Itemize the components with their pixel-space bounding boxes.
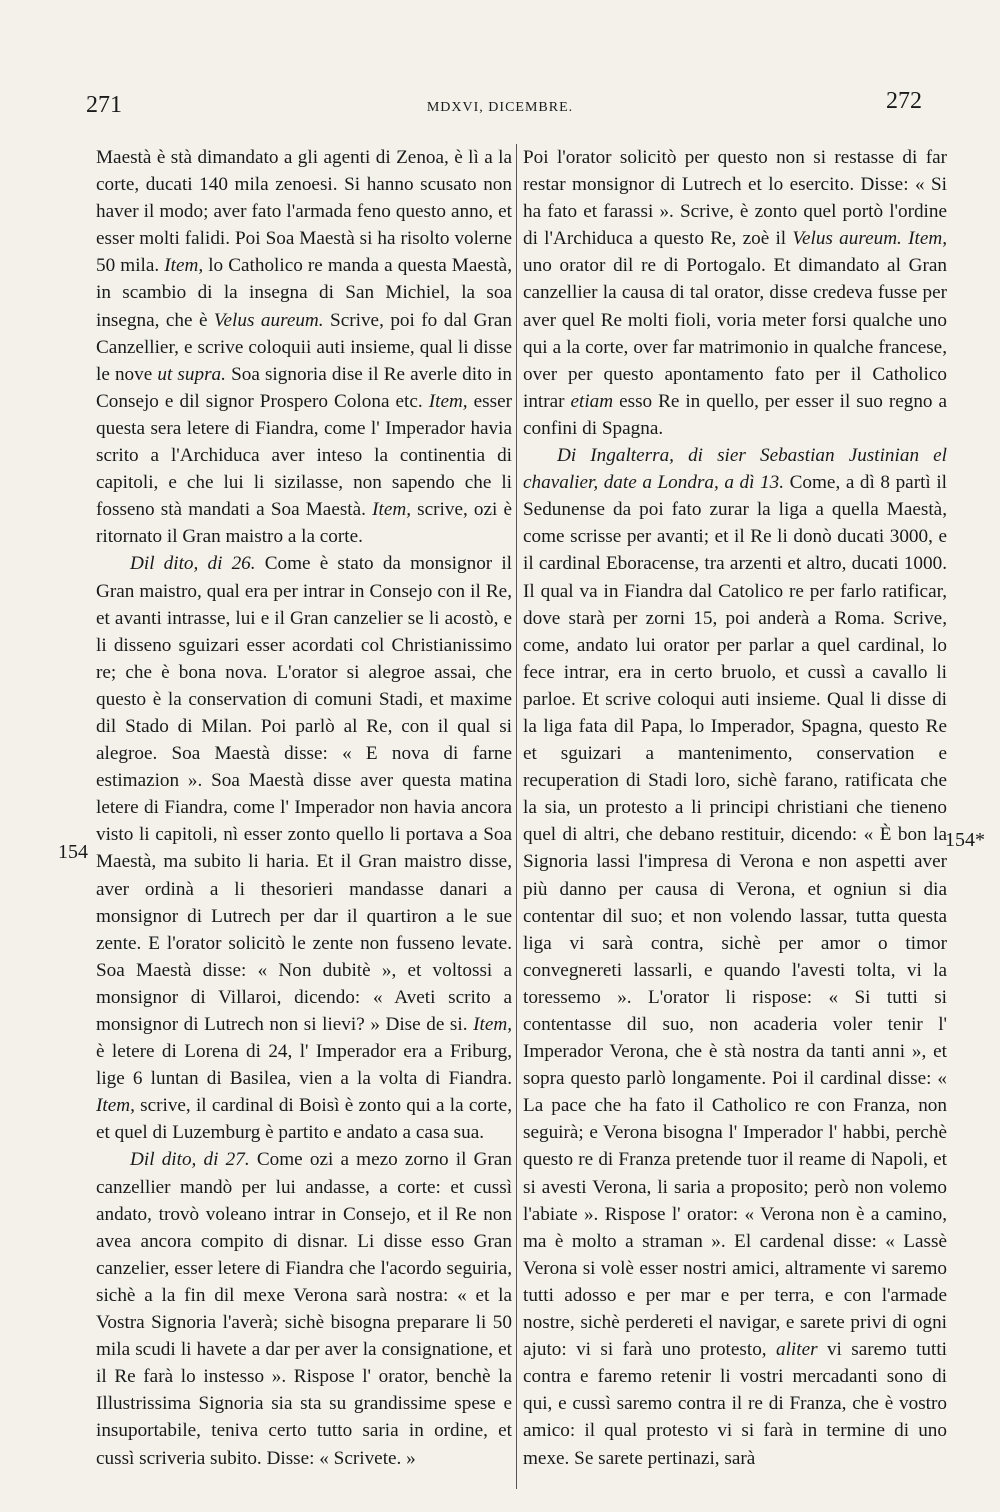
italic-heading: Dil dito, di 27. — [130, 1149, 250, 1171]
text: scrive, il cardinal di Boisì è zonto qui a la corte, et quel di Luzemburg è partito e andato a casa sua. — [96, 1095, 512, 1144]
running-title: MDXVI, DICEMBRE. — [426, 100, 574, 115]
right-column — [523, 144, 947, 1472]
paragraph — [523, 144, 947, 442]
paragraph — [96, 1146, 512, 1471]
margin-reference-right: 154* — [945, 829, 985, 851]
text: Maestà è stà dimandato a gli agenti di Zenoa, è lì a la corte, ducati 140 mila zenoesi. Si hanno scusato non haver il modo; aver fato l'armada feno questo anno, et esser molti falidi. Poi Soa Maestà si ha risolto volerne 50 mila. — [96, 147, 512, 277]
page-header — [0, 88, 1000, 132]
italic-heading: Di Ingalterra, di sier Sebastian Justinian el chavalier, date a Londra, a dì 13. — [523, 445, 947, 494]
page-number-right: 272 — [886, 88, 922, 114]
italic-text: Item, — [164, 255, 204, 277]
page-number-left: 271 — [86, 92, 122, 118]
italic-text: Item, — [372, 499, 411, 521]
italic-text: Item, — [96, 1095, 135, 1117]
text: è letere di Lorena di 24, l' Imperador era a Friburg, lige 6 luntan di Basilea, vien a la volta di Fiandra. — [96, 1041, 512, 1090]
italic-text: aliter — [775, 1339, 818, 1361]
italic-text: Velus aureum. — [213, 309, 324, 331]
paragraph — [96, 550, 512, 1146]
text: Scrive, poi fo dal Gran Canzellier, e scrive coloquii auti insieme, qual li disse le nove — [96, 309, 512, 385]
text: Poi l'orator solicitò per questo non si restasse di far restar monsignor di Lutrech et lo esercito. Disse: « Si ha fato et farassi ». Scrive, è zonto quel portò l'ordine di l'Archiduca a questo Re, zoè il — [523, 147, 947, 250]
left-column — [96, 144, 512, 1472]
italic-text: ut supra. — [157, 363, 226, 385]
paragraph — [96, 144, 512, 550]
margin-reference-left: 154 — [58, 841, 88, 863]
column-divider — [516, 144, 517, 1489]
text: Come è stato da monsignor il Gran maistro, qual era per intrar in Consejo con il Re, et avanti intrasse, lui e il Gran canzelier se li acostò, e li disseno sguizari esser acordati col Christianissimo re; che è bona nova. L'orator si alegroe assai, che questo è la conservation di comuni Stadi, et maxime dil Stado di Milan. Poi parlò al Re, con il qual si alegroe. Soa Maestà disse: « E nova di farne estimazion ». Soa Maestà disse aver questa matina letere di Fiandra, come l' Imperador non havia ancora visto li capitoli, nì esser zonto quello li portava a Soa Maestà, ma subito li haria. Et il Gran maistro disse, aver ordinà a li thesorieri mandasse danari a monsignor di Lutrech per dar il quartiron a le sue zente. E l'orator solicitò le zente non fusseno levate. Soa Maestà disse: « Non dubitè », et voltossi a monsignor di Villaroi, dicendo: « Aveti scrito a monsignor di Lutrech non si lievi? » Dise de si. — [96, 553, 512, 1035]
text: uno orator dil re di Portogalo. Et dimandato al Gran canzellier la causa di tal orator, disse credeva fusse per aver quel Re molti fioli, voria meter forsi qualche uno qui a la corte, over far matrimonio in qualche francese, over per questo apontamento fato per il Catholico intrar — [523, 255, 947, 412]
text: scrive, ozi è ritornato il Gran maistro a la corte. — [96, 499, 512, 548]
italic-text: Item, — [428, 390, 468, 412]
text: Come, a dì 8 partì il Sedunense da poi fato zurar la liga a quella Maestà, come scrisse per avanti; et il Re li donò ducati 3000, e il cardinal Eboracense, tra arzenti et altro, ducati 1000. Il qual va in Fiandra dal Catolico re per farlo ratificar, dove starà per zorni 15, poi anderà a Roma. Scrive, come, andato lui orator per parlar a quel cardinal, lo fece intrar, era in certo bruolo, et cussì a cavallo li parloe. Et scrive coloqui auti insieme. Qual li disse di la liga fata dil Papa, lo Imperador, Spagna, questo Re et sguizari a mantenimento, conservation e recuperation di Stadi loro, sichè farano, ratificata che la sia, un protesto a li principi christiani che tieneno quel di altri, che debano restituir, dicendo: « È bon la Signoria lassi l'impresa di Verona e non aspetti aver più danno per causa di Verona, et ogniun si dia contentar dil suo; et non volendo lassar, tutta questa liga vi sarà contra, sichè per amor o timor convegnereti lassarli, e quando l'avesti tolta, vi la toressemo ». L'orator li rispose: « Si tutti si contentasse dil suo, non acaderia voler tenir l' Imperador Verona, che è stà nostra da tanti anni », et sopra questo parlò longamente. Poi il cardinal disse: « La pace che ha fato il Catholico re con Franza, non seguirà; e Verona bisogna l' Imperador l' habbi, perchè questo re di Franza pretende tuor il reame di Napoli, et si avesti Verona, li saria a proposito; però non volemo l'abiate ». Rispose l' orator: « Verona non è a camino, ma è molto a straman ». El cardenal disse: « Lassè Verona si volè esser nostri amici, altramente vi saremo tutti adosso e per mar e per terra, e con l'armade nostre, sichè perdereti el navigar, e sarete privi di ogni ajuto: vi si farà uno protesto, — [523, 472, 947, 1361]
italic-heading: Dil dito, di 26. — [130, 553, 256, 575]
italic-text: Velus aureum. — [792, 228, 902, 250]
italic-text: Item, — [908, 228, 947, 250]
italic-text: Item, — [473, 1014, 512, 1035]
italic-text: etiam — [570, 390, 614, 412]
text: Soa signoria dise il Re averle dito in Consejo e dil signor Prospero Colona etc. — [96, 363, 513, 412]
paragraph — [523, 442, 947, 1472]
text: lo Catholico re manda a questa Maestà, in scambio di la insegna di San Michiel, la soa insegna, che è — [96, 255, 512, 331]
text: esso Re in quello, per esser il suo regno a confini di Spagna. — [523, 390, 947, 439]
text: vi saremo tutti contra e faremo retenir li vostri mercadanti sono di qui, e cussì saremo contra il re di Franza, che è vostro amico: il qual protesto vi si farà in termine di uno mexe. Se sarete pertinazi, sarà — [523, 1339, 947, 1469]
text: esser questa sera letere di Fiandra, come l' Imperador havia scrito a l'Archiduca aver inteso la continentia di capitoli, e che lui li sizilasse, non sapendo che li fosseno stà mandati a Soa Maestà. — [96, 390, 513, 521]
text: Come ozi a mezo zorno il Gran canzellier mandò per lui andasse, a corte: et cussì andato, trovò voleano intrar in Consejo, et il Re non avea ancora compito di disnar. Li disse esso Gran canzelier, esser letere di Fiandra che l'acordo seguiria, sichè a la fin dil mexe Verona sarà nostra: « et la Vostra Signoria l'averà; sichè bisogna preparare li 50 mila scudi li havete a dar per aver la consignatione, et il Re farà lo instesso ». Rispose l' orator, benchè la Illustrissima Signoria sia sta su grandissime spese e insuportabile, teniva certo tutto saria in ordine, et cussì scriveria subito. Disse: « Scrivete. » — [96, 1149, 512, 1469]
